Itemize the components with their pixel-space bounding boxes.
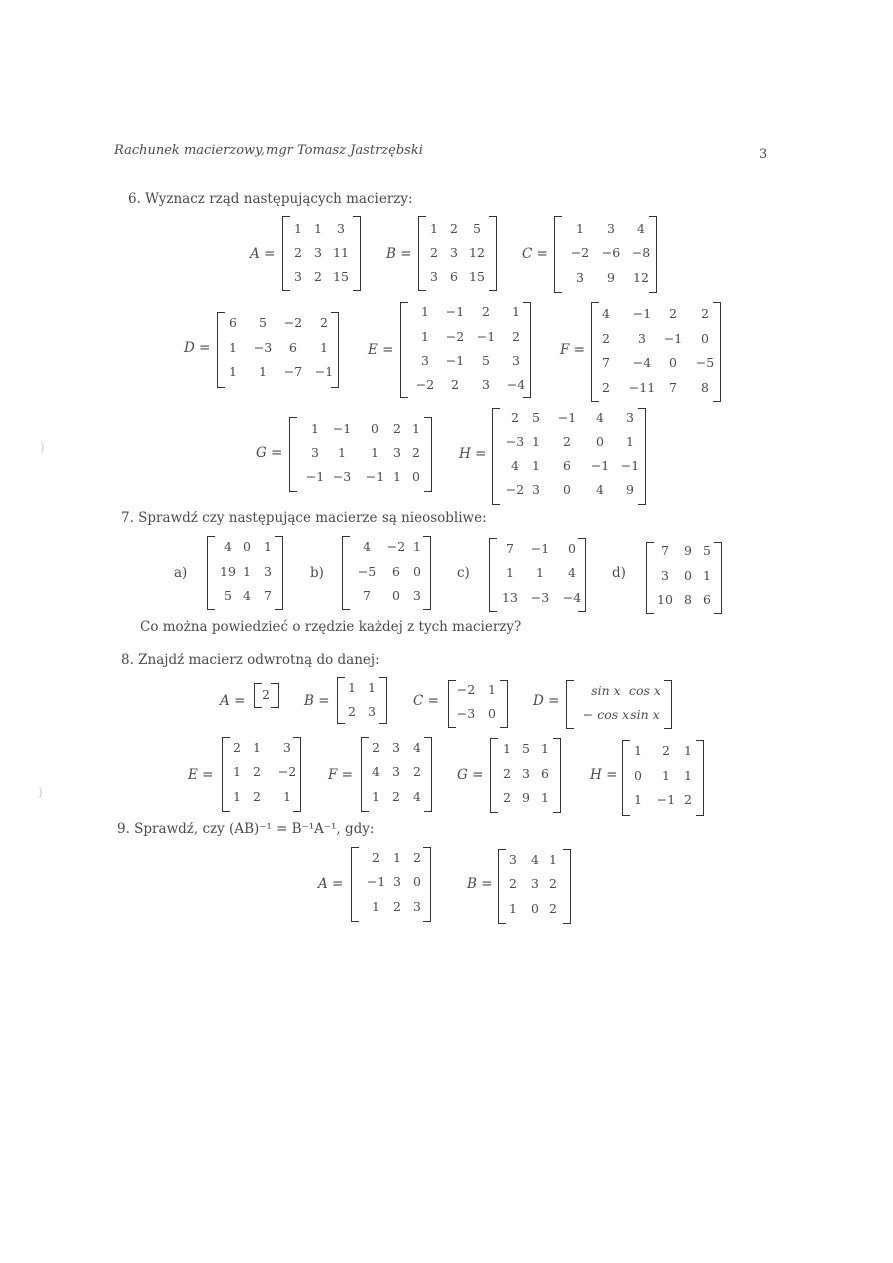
p9-B-cell-r2c2: 3 — [531, 876, 539, 891]
p8-H-cell-r1c3: 1 — [684, 743, 692, 758]
p6-F-left-bracket — [591, 302, 599, 402]
p8-H-right-bracket — [696, 740, 704, 816]
p6-D-left-bracket — [217, 312, 225, 388]
p7-d-cell-r1c1: 7 — [661, 543, 669, 558]
p6-G-cell-r1c5: 1 — [412, 421, 420, 436]
p8-F-cell-r1c3: 4 — [413, 740, 421, 755]
p6-B-cell-r3c2: 6 — [450, 269, 458, 284]
p6-G-cell-r2c4: 3 — [393, 445, 401, 460]
p6-G-right-bracket — [424, 417, 432, 492]
p7-a-cell-r3c3: 7 — [264, 588, 272, 603]
p9-B-left-bracket — [498, 849, 506, 924]
p6-F-cell-r2c3: −1 — [663, 331, 683, 346]
p8-E-cell-r3c2: 2 — [253, 789, 261, 804]
p6-E-cell-r2c3: −1 — [476, 329, 496, 344]
running-header-title: Rachunek macierzowy, — [114, 143, 265, 158]
p8-H-cell-r3c3: 2 — [684, 792, 692, 807]
p6-E-cell-r4c4: −4 — [506, 377, 526, 392]
p6-G-cell-r3c5: 0 — [412, 469, 420, 484]
p9-B-cell-r1c3: 1 — [549, 852, 557, 867]
p8-E-cell-r1c2: 1 — [253, 740, 261, 755]
p7-c-left-bracket — [489, 538, 497, 612]
p8-F-right-bracket — [424, 737, 432, 812]
p8-G-cell-r1c3: 1 — [541, 741, 549, 756]
p6-A-label: A = — [250, 246, 276, 262]
p8-B-cell-r1c1: 1 — [348, 680, 356, 695]
p6-E-cell-r3c4: 3 — [512, 353, 520, 368]
p6-H-cell-r1c3: −1 — [557, 410, 577, 425]
p6-F-cell-r1c2: −1 — [632, 306, 652, 321]
p6-E-cell-r2c1: 1 — [421, 329, 429, 344]
p8-B-right-bracket — [379, 677, 387, 724]
p6-F-cell-r1c4: 2 — [701, 306, 709, 321]
p7-b-cell-r1c2: −2 — [386, 539, 406, 554]
p6-F-cell-r2c1: 2 — [602, 331, 610, 346]
p6-H-cell-r2c2: 1 — [532, 434, 540, 449]
p8-H-cell-r1c2: 2 — [662, 743, 670, 758]
p6-E-cell-r3c1: 3 — [421, 353, 429, 368]
p6-C-cell-r2c1: −2 — [570, 245, 590, 260]
p8-E-cell-r1c1: 2 — [233, 740, 241, 755]
p8-A-cell-r1c1: 2 — [262, 687, 270, 702]
problem-9-text: 9. Sprawdź, czy (AB)⁻¹ = B⁻¹A⁻¹, gdy: — [117, 821, 375, 837]
p6-H-cell-r4c2: 3 — [532, 482, 540, 497]
p9-A-label: A = — [318, 876, 344, 892]
p6-G-cell-r1c1: 1 — [311, 421, 319, 436]
p6-D-label: D = — [184, 340, 211, 356]
p9-A-cell-r2c2: 3 — [393, 874, 401, 889]
p6-A-cell-r2c1: 2 — [294, 245, 302, 260]
p6-E-cell-r1c4: 1 — [512, 304, 520, 319]
p6-D-cell-r2c3: 6 — [289, 340, 297, 355]
p6-F-cell-r1c1: 4 — [602, 306, 610, 321]
p7-a-cell-r3c2: 4 — [243, 588, 251, 603]
p7-c-cell-r1c2: −1 — [530, 541, 550, 556]
p8-G-cell-r1c2: 5 — [522, 741, 530, 756]
p6-A-cell-r1c2: 1 — [314, 221, 322, 236]
scan-speck: ) — [40, 440, 45, 454]
p8-G-cell-r3c1: 2 — [503, 790, 511, 805]
p6-F-cell-r2c4: 0 — [701, 331, 709, 346]
running-header-author: mgr Tomasz Jastrzębski — [266, 143, 423, 158]
p7-a-left-bracket — [207, 536, 215, 610]
p8-B-cell-r2c1: 2 — [348, 704, 356, 719]
p9-B-cell-r3c2: 0 — [531, 901, 539, 916]
p8-B-cell-r1c2: 1 — [368, 680, 376, 695]
p6-E-cell-r4c1: −2 — [415, 377, 435, 392]
p7-b-right-bracket — [423, 536, 431, 610]
p6-F-cell-r3c3: 0 — [669, 355, 677, 370]
p8-H-cell-r2c3: 1 — [684, 768, 692, 783]
p6-C-cell-r1c2: 3 — [607, 221, 615, 236]
scan-speck: ) — [38, 785, 43, 799]
p8-H-cell-r3c1: 1 — [634, 792, 642, 807]
p7-b-cell-r3c3: 3 — [413, 588, 421, 603]
p6-B-left-bracket — [418, 216, 426, 291]
p8-E-cell-r2c1: 1 — [233, 764, 241, 779]
p6-D-cell-r1c3: −2 — [283, 315, 303, 330]
p6-E-cell-r2c4: 2 — [512, 329, 520, 344]
p8-E-cell-r3c1: 1 — [233, 789, 241, 804]
p7-c-cell-r2c1: 1 — [506, 565, 514, 580]
p6-F-cell-r1c3: 2 — [669, 306, 677, 321]
p8-F-cell-r3c2: 2 — [392, 789, 400, 804]
p6-G-cell-r3c2: −3 — [332, 469, 352, 484]
p6-H-cell-r1c4: 4 — [596, 410, 604, 425]
p6-C-cell-r2c2: −6 — [601, 245, 621, 260]
p8-G-cell-r1c1: 1 — [503, 741, 511, 756]
p7-a-cell-r2c3: 3 — [264, 564, 272, 579]
p6-H-cell-r3c1: 4 — [511, 458, 519, 473]
p6-A-left-bracket — [282, 216, 290, 291]
p6-B-right-bracket — [489, 216, 497, 291]
p6-G-cell-r2c2: 1 — [338, 445, 346, 460]
p8-G-label: G = — [457, 767, 484, 783]
p6-D-cell-r3c4: −1 — [314, 364, 334, 379]
problem-7-question: Co można powiedzieć o rzędzie każdej z tych macierzy? — [140, 619, 522, 635]
p8-D-right-bracket — [664, 680, 672, 729]
p7-d-cell-r3c3: 6 — [703, 592, 711, 607]
p6-G-left-bracket — [289, 417, 297, 492]
p9-A-cell-r1c3: 2 — [413, 850, 421, 865]
p6-A-right-bracket — [353, 216, 361, 291]
p6-B-cell-r2c1: 2 — [430, 245, 438, 260]
p7-b-cell-r2c1: −5 — [357, 564, 377, 579]
p8-F-cell-r1c1: 2 — [372, 740, 380, 755]
p6-H-cell-r4c1: −2 — [505, 482, 525, 497]
p6-G-cell-r2c1: 3 — [311, 445, 319, 460]
p8-F-label: F = — [328, 767, 353, 783]
p9-A-cell-r1c2: 1 — [393, 850, 401, 865]
p7-a-cell-r1c1: 4 — [224, 539, 232, 554]
p9-A-cell-r2c1: −1 — [366, 874, 386, 889]
p7-b-cell-r1c3: 1 — [413, 539, 421, 554]
p7-a-right-bracket — [275, 536, 283, 610]
p8-D-cell-r2c1: − cos x — [582, 707, 630, 722]
p8-G-cell-r3c2: 9 — [522, 790, 530, 805]
p7-b-cell-r3c2: 0 — [392, 588, 400, 603]
p7-a-cell-r1c2: 0 — [243, 539, 251, 554]
p8-C-label: C = — [413, 693, 439, 709]
p8-E-label: E = — [188, 767, 214, 783]
p8-H-cell-r1c1: 1 — [634, 743, 642, 758]
p7-a-cell-r2c2: 1 — [243, 564, 251, 579]
p7-a-cell-r2c1: 19 — [220, 564, 236, 579]
p7-b-left-bracket — [342, 536, 350, 610]
p6-F-cell-r4c2: −11 — [628, 380, 656, 395]
p6-E-cell-r1c1: 1 — [421, 304, 429, 319]
p8-B-label: B = — [304, 693, 330, 709]
p8-F-cell-r1c2: 3 — [392, 740, 400, 755]
p6-G-cell-r2c3: 1 — [371, 445, 379, 460]
p6-F-cell-r2c2: 3 — [638, 331, 646, 346]
p7-a-label: a) — [174, 565, 188, 581]
p6-H-cell-r1c2: 5 — [532, 410, 540, 425]
p6-A-cell-r1c3: 3 — [337, 221, 345, 236]
p6-F-cell-r4c3: 7 — [669, 380, 677, 395]
p6-H-cell-r2c5: 1 — [626, 434, 634, 449]
p8-C-right-bracket — [500, 680, 508, 728]
p6-E-cell-r4c3: 3 — [482, 377, 490, 392]
p6-G-cell-r1c3: 0 — [371, 421, 379, 436]
p6-C-cell-r3c3: 12 — [633, 270, 649, 285]
p6-C-label: C = — [522, 246, 548, 262]
p8-C-cell-r2c2: 0 — [488, 706, 496, 721]
p6-H-cell-r3c3: 6 — [563, 458, 571, 473]
p6-H-cell-r4c5: 9 — [626, 482, 634, 497]
p6-G-cell-r1c4: 2 — [393, 421, 401, 436]
p7-a-cell-r3c1: 5 — [224, 588, 232, 603]
p8-F-cell-r2c3: 2 — [413, 764, 421, 779]
p9-B-cell-r1c1: 3 — [509, 852, 517, 867]
p9-B-cell-r1c2: 4 — [531, 852, 539, 867]
p6-H-cell-r1c5: 3 — [626, 410, 634, 425]
p8-B-cell-r2c2: 3 — [368, 704, 376, 719]
p6-B-cell-r3c3: 15 — [469, 269, 485, 284]
p6-H-cell-r4c3: 0 — [563, 482, 571, 497]
p9-B-cell-r3c1: 1 — [509, 901, 517, 916]
p9-B-cell-r2c3: 2 — [549, 876, 557, 891]
p8-A-right-bracket — [271, 683, 279, 708]
p6-A-cell-r3c1: 3 — [294, 269, 302, 284]
p6-B-cell-r2c3: 12 — [469, 245, 485, 260]
p6-D-cell-r2c1: 1 — [229, 340, 237, 355]
p7-b-cell-r2c2: 6 — [392, 564, 400, 579]
p8-E-left-bracket — [222, 737, 230, 812]
p6-F-cell-r3c1: 7 — [602, 355, 610, 370]
p8-F-left-bracket — [361, 737, 369, 812]
p8-G-cell-r2c3: 6 — [541, 766, 549, 781]
p8-E-cell-r3c3: 1 — [283, 789, 291, 804]
p8-H-cell-r2c1: 0 — [634, 768, 642, 783]
p6-D-cell-r1c2: 5 — [259, 315, 267, 330]
p6-E-cell-r3c3: 5 — [482, 353, 490, 368]
p6-C-cell-r1c3: 4 — [637, 221, 645, 236]
p7-d-cell-r2c3: 1 — [703, 568, 711, 583]
p8-G-left-bracket — [490, 738, 498, 813]
p8-F-cell-r3c1: 1 — [372, 789, 380, 804]
p6-F-label: F = — [560, 342, 585, 358]
p7-d-cell-r1c3: 5 — [703, 543, 711, 558]
p6-H-cell-r2c1: −3 — [505, 434, 525, 449]
p8-H-label: H = — [590, 767, 618, 783]
p6-B-cell-r2c2: 3 — [450, 245, 458, 260]
p8-D-cell-r1c2: cos x — [629, 683, 661, 698]
p8-G-cell-r2c2: 3 — [522, 766, 530, 781]
p9-A-cell-r3c2: 2 — [393, 899, 401, 914]
p8-A-label: A = — [220, 693, 246, 709]
p6-C-cell-r3c2: 9 — [607, 270, 615, 285]
p9-A-cell-r3c3: 3 — [413, 899, 421, 914]
p6-B-cell-r1c1: 1 — [430, 221, 438, 236]
problem-6-text: 6. Wyznacz rząd następujących macierzy: — [128, 191, 413, 207]
p6-F-cell-r3c2: −4 — [632, 355, 652, 370]
p6-B-cell-r1c3: 5 — [473, 221, 481, 236]
p8-C-cell-r2c1: −3 — [456, 706, 476, 721]
p6-A-cell-r2c2: 3 — [314, 245, 322, 260]
p6-D-cell-r3c1: 1 — [229, 364, 237, 379]
p8-E-cell-r2c2: 2 — [253, 764, 261, 779]
p8-D-label: D = — [533, 693, 560, 709]
p8-F-cell-r2c1: 4 — [372, 764, 380, 779]
p9-B-label: B = — [467, 876, 493, 892]
p7-c-cell-r1c3: 0 — [568, 541, 576, 556]
p8-E-cell-r1c3: 3 — [283, 740, 291, 755]
p7-d-cell-r2c2: 0 — [684, 568, 692, 583]
p7-d-right-bracket — [714, 542, 722, 614]
p8-F-cell-r2c2: 3 — [392, 764, 400, 779]
p7-c-cell-r3c1: 13 — [502, 590, 518, 605]
p8-G-cell-r2c1: 2 — [503, 766, 511, 781]
p6-E-cell-r4c2: 2 — [451, 377, 459, 392]
p7-d-cell-r3c2: 8 — [684, 592, 692, 607]
p9-A-cell-r3c1: 1 — [372, 899, 380, 914]
problem-7-text: 7. Sprawdź czy następujące macierze są nieosobliwe: — [121, 510, 487, 526]
p7-c-cell-r3c3: −4 — [562, 590, 582, 605]
p8-C-cell-r1c1: −2 — [456, 682, 476, 697]
p9-A-cell-r1c1: 2 — [372, 850, 380, 865]
p7-d-cell-r2c1: 3 — [661, 568, 669, 583]
p8-G-cell-r3c3: 1 — [541, 790, 549, 805]
p6-F-cell-r4c4: 8 — [701, 380, 709, 395]
p6-G-label: G = — [256, 445, 283, 461]
p8-B-left-bracket — [337, 677, 345, 724]
p6-E-cell-r1c3: 2 — [482, 304, 490, 319]
p6-E-label: E = — [368, 342, 394, 358]
p6-D-cell-r1c4: 2 — [320, 315, 328, 330]
p6-H-cell-r2c4: 0 — [596, 434, 604, 449]
p6-A-cell-r3c3: 15 — [333, 269, 349, 284]
p9-B-cell-r2c1: 2 — [509, 876, 517, 891]
p7-c-cell-r3c2: −3 — [530, 590, 550, 605]
p6-G-cell-r1c2: −1 — [332, 421, 352, 436]
p9-A-cell-r2c3: 0 — [413, 874, 421, 889]
p7-d-cell-r1c2: 9 — [684, 543, 692, 558]
p6-G-cell-r3c1: −1 — [305, 469, 325, 484]
p7-b-cell-r2c3: 0 — [413, 564, 421, 579]
p8-D-left-bracket — [566, 680, 574, 729]
p7-c-cell-r1c1: 7 — [506, 541, 514, 556]
p6-A-cell-r1c1: 1 — [294, 221, 302, 236]
p6-H-cell-r2c3: 2 — [563, 434, 571, 449]
p6-H-label: H = — [459, 446, 487, 462]
page-number: 3 — [759, 147, 768, 162]
p8-E-cell-r2c3: −2 — [277, 764, 297, 779]
p9-B-cell-r3c3: 2 — [549, 901, 557, 916]
p6-B-cell-r3c1: 3 — [430, 269, 438, 284]
p6-F-cell-r3c4: −5 — [695, 355, 715, 370]
p8-C-left-bracket — [448, 680, 456, 728]
p7-b-label: b) — [310, 565, 324, 581]
p6-A-cell-r2c3: 11 — [333, 245, 349, 260]
p8-D-cell-r1c1: sin x — [591, 683, 621, 698]
p7-d-left-bracket — [646, 542, 654, 614]
p8-H-left-bracket — [622, 740, 630, 816]
p8-F-cell-r3c3: 4 — [413, 789, 421, 804]
p6-E-cell-r3c2: −1 — [445, 353, 465, 368]
p7-b-cell-r1c1: 4 — [363, 539, 371, 554]
p6-H-cell-r3c4: −1 — [590, 458, 610, 473]
p9-A-right-bracket — [423, 847, 431, 922]
p8-A-left-bracket — [254, 683, 262, 708]
p6-D-cell-r2c4: 1 — [320, 340, 328, 355]
p7-d-label: d) — [612, 565, 626, 581]
p6-C-cell-r1c1: 1 — [576, 221, 584, 236]
p7-d-cell-r3c1: 10 — [657, 592, 673, 607]
p6-E-cell-r2c2: −2 — [445, 329, 465, 344]
p6-D-cell-r3c3: −7 — [283, 364, 303, 379]
p6-F-right-bracket — [713, 302, 721, 402]
p6-H-right-bracket — [638, 408, 646, 505]
p6-E-left-bracket — [400, 302, 408, 398]
p6-B-cell-r1c2: 2 — [450, 221, 458, 236]
p7-a-cell-r1c3: 1 — [264, 539, 272, 554]
p6-H-cell-r3c2: 1 — [532, 458, 540, 473]
p6-G-cell-r3c4: 1 — [393, 469, 401, 484]
p6-E-cell-r1c2: −1 — [445, 304, 465, 319]
p7-c-cell-r2c2: 1 — [536, 565, 544, 580]
p8-G-right-bracket — [553, 738, 561, 813]
p8-H-cell-r3c2: −1 — [656, 792, 676, 807]
p6-H-cell-r1c1: 2 — [511, 410, 519, 425]
p6-A-cell-r3c2: 2 — [314, 269, 322, 284]
problem-8-text: 8. Znajdź macierz odwrotną do danej: — [121, 652, 380, 668]
p7-c-cell-r2c3: 4 — [568, 565, 576, 580]
p9-A-left-bracket — [351, 847, 359, 922]
p6-H-left-bracket — [492, 408, 500, 505]
p6-D-cell-r3c2: 1 — [259, 364, 267, 379]
p6-C-cell-r2c3: −8 — [631, 245, 651, 260]
p6-F-cell-r4c1: 2 — [602, 380, 610, 395]
p6-C-left-bracket — [554, 216, 562, 293]
p6-C-cell-r3c1: 3 — [576, 270, 584, 285]
p6-D-cell-r1c1: 6 — [229, 315, 237, 330]
p6-G-cell-r3c3: −1 — [365, 469, 385, 484]
p9-B-right-bracket — [563, 849, 571, 924]
p6-H-cell-r4c4: 4 — [596, 482, 604, 497]
p6-B-label: B = — [386, 246, 412, 262]
p8-H-cell-r2c2: 1 — [662, 768, 670, 783]
p7-c-label: c) — [457, 565, 470, 581]
p6-G-cell-r2c5: 2 — [412, 445, 420, 460]
p6-H-cell-r3c5: −1 — [620, 458, 640, 473]
p8-D-cell-r2c2: sin x — [630, 707, 660, 722]
p6-D-cell-r2c2: −3 — [253, 340, 273, 355]
p8-C-cell-r1c2: 1 — [488, 682, 496, 697]
p7-b-cell-r3c1: 7 — [363, 588, 371, 603]
